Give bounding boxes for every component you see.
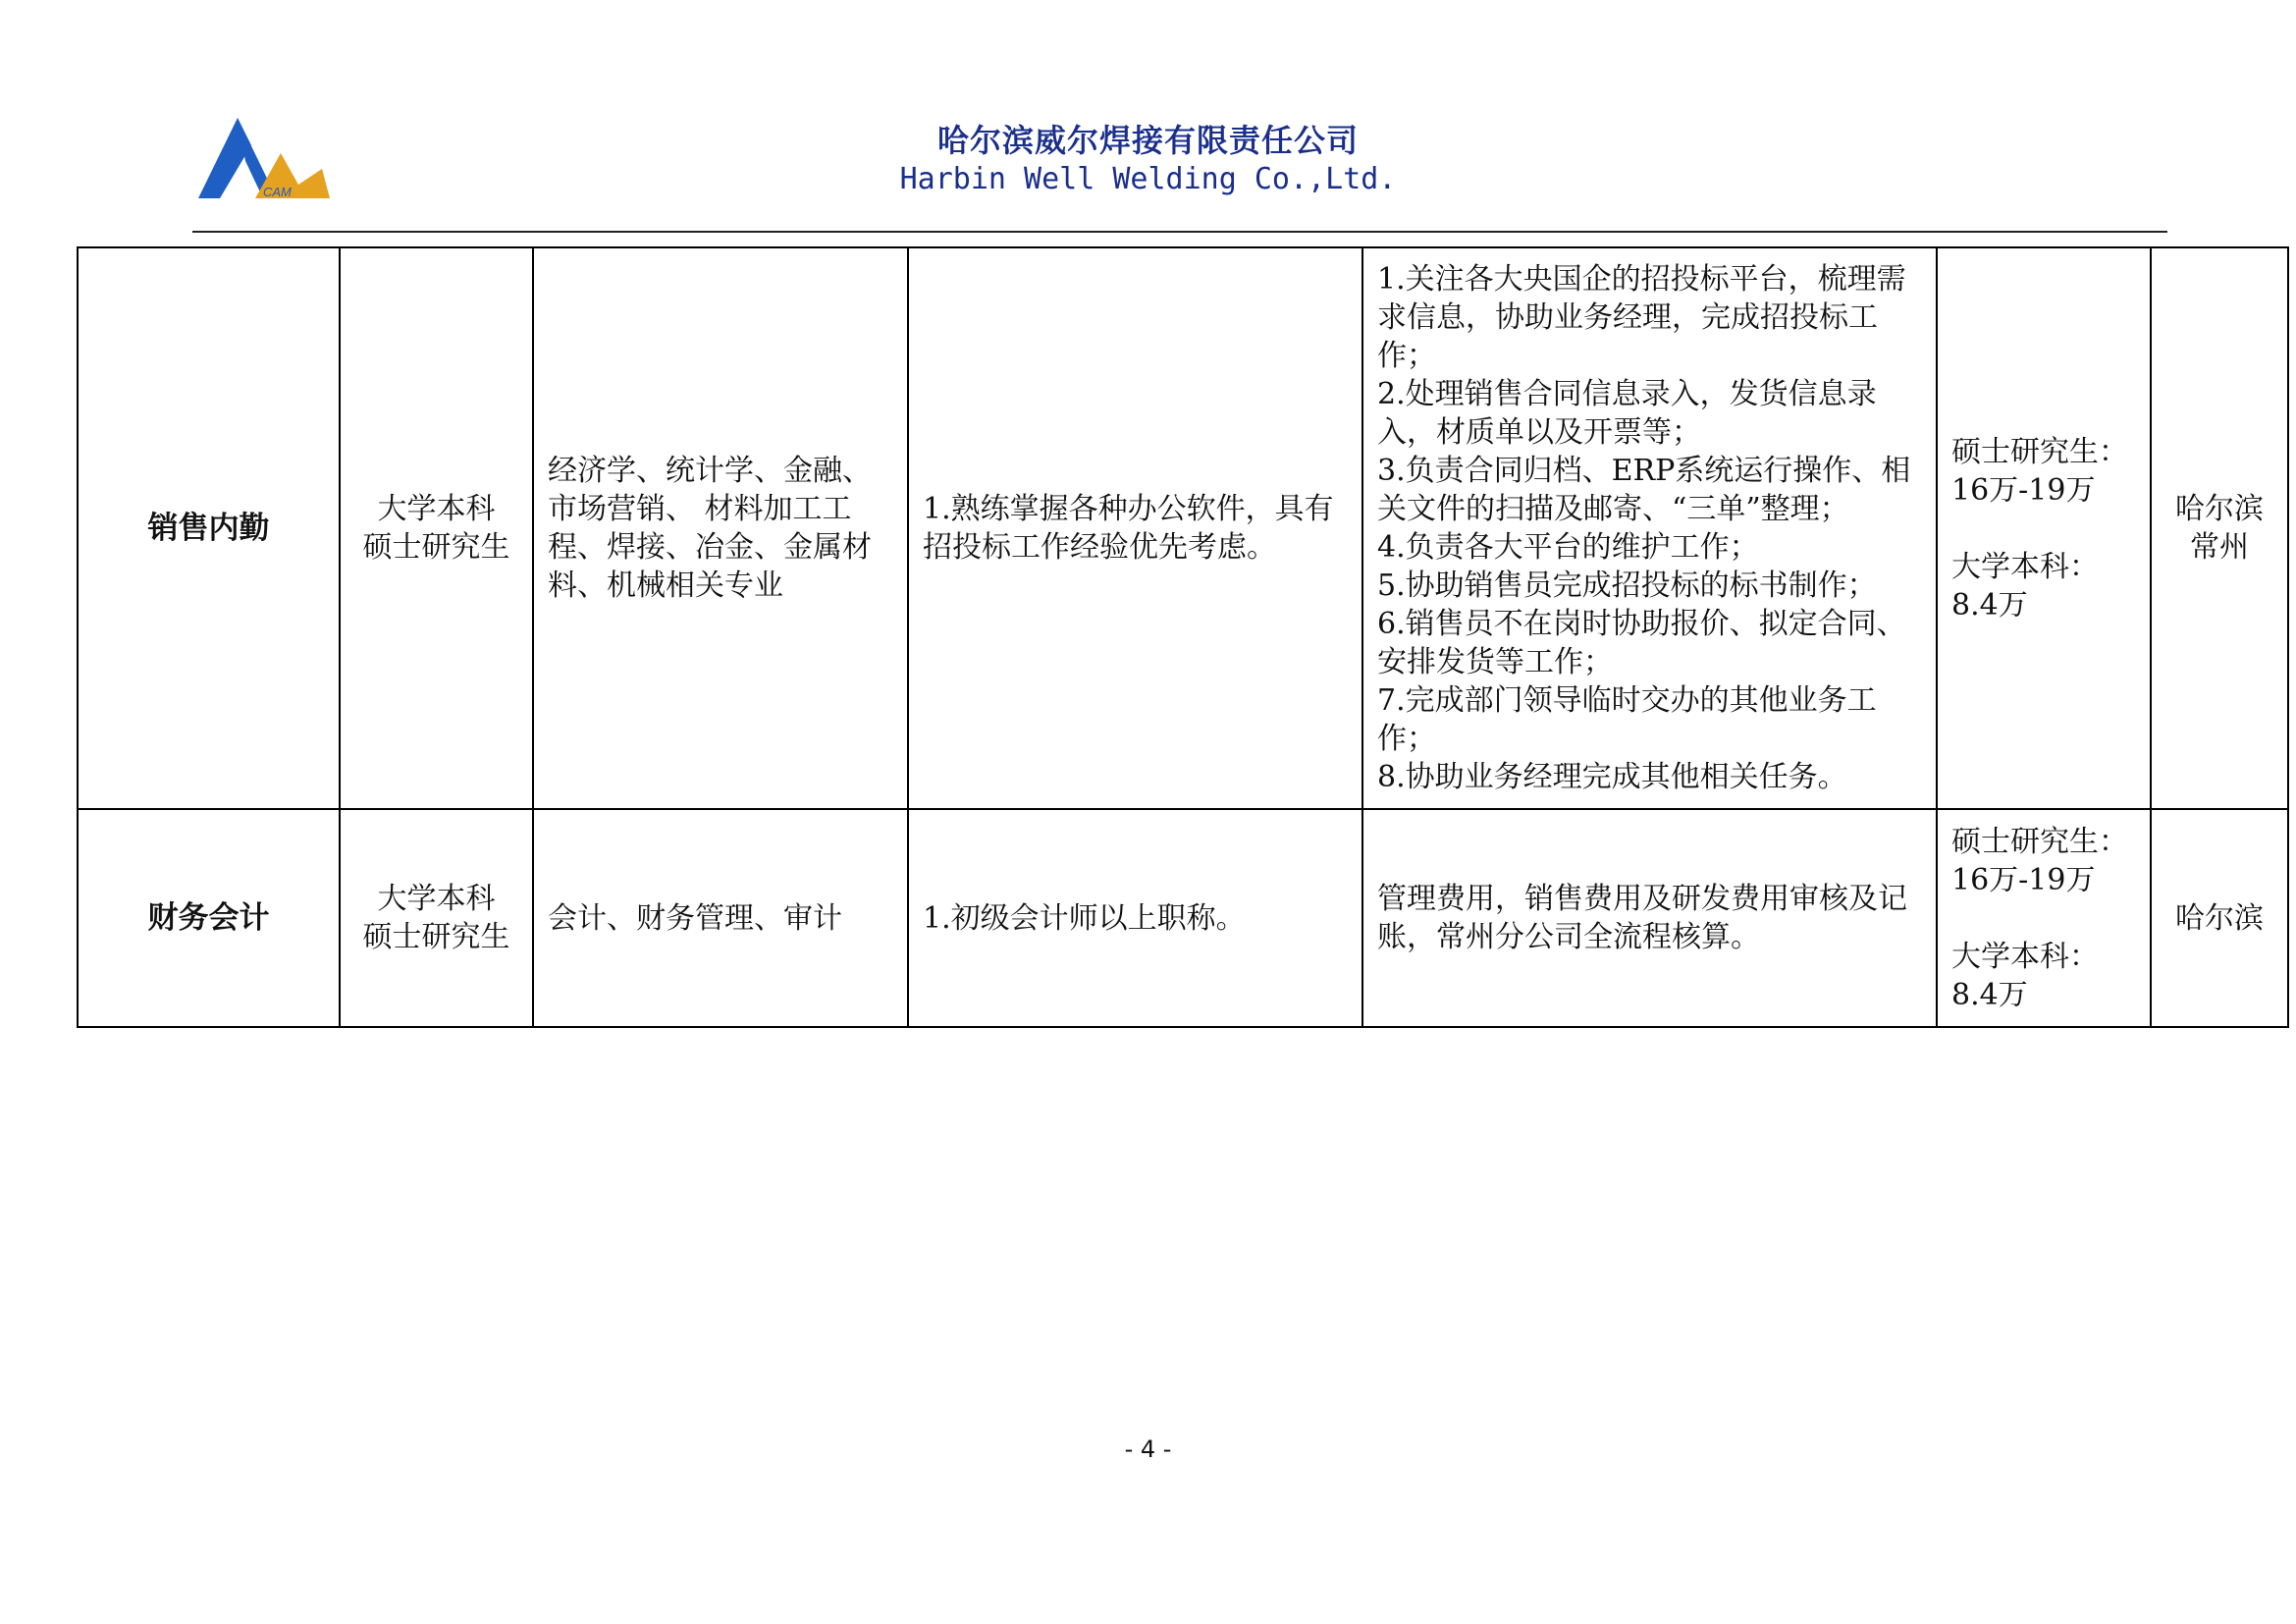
duties-cell: 管理费用，销售费用及研发费用审核及记账，常州分公司全流程核算。 — [1362, 809, 1937, 1027]
major-cell: 会计、财务管理、审计 — [533, 809, 908, 1027]
duty-item: 7.完成部门领导临时交办的其他业务工作； — [1377, 683, 1877, 756]
location-line: 哈尔滨 — [2175, 900, 2264, 936]
location-cell — [2151, 247, 2288, 809]
salary-bachelor-value: 8.4万 — [1951, 587, 2028, 623]
duty-item: 6.销售员不在岗时协助报价、拟定合同、安排发货等工作； — [1377, 607, 1906, 679]
table-row — [78, 247, 2288, 809]
salary-cell — [1937, 247, 2151, 809]
recruitment-table — [77, 246, 2289, 1028]
duty-item: 5.协助销售员完成招投标的标书制作； — [1377, 568, 1877, 603]
duty-item: 3.负责合同归档、ERP系统运行操作、相关文件的扫描及邮寄、“三单”整理； — [1377, 454, 1911, 526]
salary-bachelor-label: 大学本科： — [1951, 549, 2099, 584]
salary-bachelor-label: 大学本科： — [1951, 939, 2099, 974]
duty-item: 4.负责各大平台的维护工作； — [1377, 530, 1759, 565]
duty-item: 1.关注各大央国企的招投标平台，梳理需求信息，协助业务经理，完成招投标工作； — [1377, 262, 1906, 373]
education-line: 硕士研究生 — [362, 530, 510, 565]
position-cell: 财务会计 — [78, 809, 340, 1027]
education-line: 硕士研究生 — [362, 920, 510, 954]
location-line: 哈尔滨 — [2175, 492, 2264, 526]
page-number: - 4 - — [1124, 1435, 1172, 1463]
company-name-cn: 哈尔滨威尔焊接有限责任公司 — [936, 122, 1359, 159]
education-cell — [340, 247, 533, 809]
duty-item: 8.协助业务经理完成其他相关任务。 — [1377, 760, 1847, 794]
requirement-cell: 1.初级会计师以上职称。 — [908, 809, 1362, 1027]
salary-master-label: 硕士研究生： — [1951, 824, 2128, 859]
location-cell — [2151, 809, 2288, 1027]
duty-item: 2.处理销售合同信息录入，发货信息录入，材质单以及开票等； — [1377, 377, 1877, 450]
education-line: 大学本科 — [377, 882, 496, 916]
salary-cell — [1937, 809, 2151, 1027]
salary-master-value: 16万-19万 — [1951, 472, 2096, 508]
duties-cell — [1362, 247, 1937, 809]
logo-text: CAM — [263, 185, 292, 199]
location-line: 常州 — [2190, 530, 2249, 565]
salary-master-label: 硕士研究生： — [1951, 434, 2128, 469]
major-cell: 经济学、统计学、金融、市场营销、 材料加工工程、焊接、冶金、金属材料、机械相关专业 — [533, 247, 908, 809]
education-cell — [340, 809, 533, 1027]
education-line: 大学本科 — [377, 492, 496, 526]
header-divider — [192, 231, 2167, 233]
salary-master-value: 16万-19万 — [1951, 862, 2096, 897]
salary-bachelor-value: 8.4万 — [1951, 977, 2028, 1012]
requirement-cell: 1.熟练掌握各种办公软件，具有招投标工作经验优先考虑。 — [908, 247, 1362, 809]
company-name-en: Harbin Well Welding Co.,Ltd. — [899, 162, 1397, 196]
table-row — [78, 809, 2288, 1027]
position-cell: 销售内勤 — [78, 247, 340, 809]
